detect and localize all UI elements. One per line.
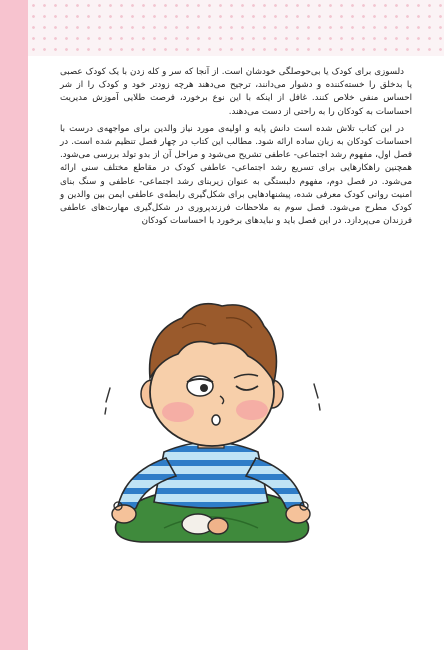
right-foot (208, 518, 228, 534)
paragraph: دلسوزی برای کودک یا بی‌حوصلگی خودشان است. از آنجا که سر و کله زدن با یک کودک عصبی یا بدخلق را خسته‌کننده و دشوار می‌دانند، ترجیح می‌دهند هرچه زودتر خود و کودک را از شر احساس منفی خلاص کنند. غافل از اینکه با این نوع برخورد، فرصت طلایی آموزش مدیریت احساسات به کودکان را به راحتی از دست می‌دهند. (60, 67, 412, 117)
paragraph: در این کتاب تلاش شده است دانش پایه و اولیه‌ی مورد نیاز والدین برای مواجهه‌ی درست با احساسات کودکان به زبان ساده ارائه شود. مطالب این کتاب در چهار فصل تنظیم شده است. در فصل اول، مفهوم رشد اجتماعی- عاطفی تشریح می‌شود و مراحل آن از بدو تولد بررسی می‌شود. همچنین راهکارهایی برای تسریع رشد اجتماعی- عاطفی کودک در مقاطع مختلف سنی ارائه می‌شود. در فصل دوم، مفهوم دلبستگی به عنوان زیربنای رشد اجتماعی- عاطفی و سنگ بنای امنیت روانی کودک معرفی شده، پیشنهادهایی برای شکل‌گیری رابطه‌ی عاطفی ایمن بین والدین و کودک مطرح می‌شود. فصل سوم به ملاحظات فرزندپروری در شکل‌گیری مهارت‌های عاطفی فرزندان می‌پردازد. در این فصل باید و نبایدهای برخورد با احساسات کودکان (60, 123, 412, 227)
left-cheek (162, 402, 194, 422)
page-edge-pink (0, 0, 28, 650)
decorative-heart-band (28, 0, 444, 56)
left-hand (112, 505, 136, 523)
meditating-boy-illustration (86, 292, 336, 550)
right-hand (286, 505, 310, 523)
mouth (212, 415, 220, 425)
body-text (60, 66, 412, 232)
right-cheek (236, 400, 268, 420)
